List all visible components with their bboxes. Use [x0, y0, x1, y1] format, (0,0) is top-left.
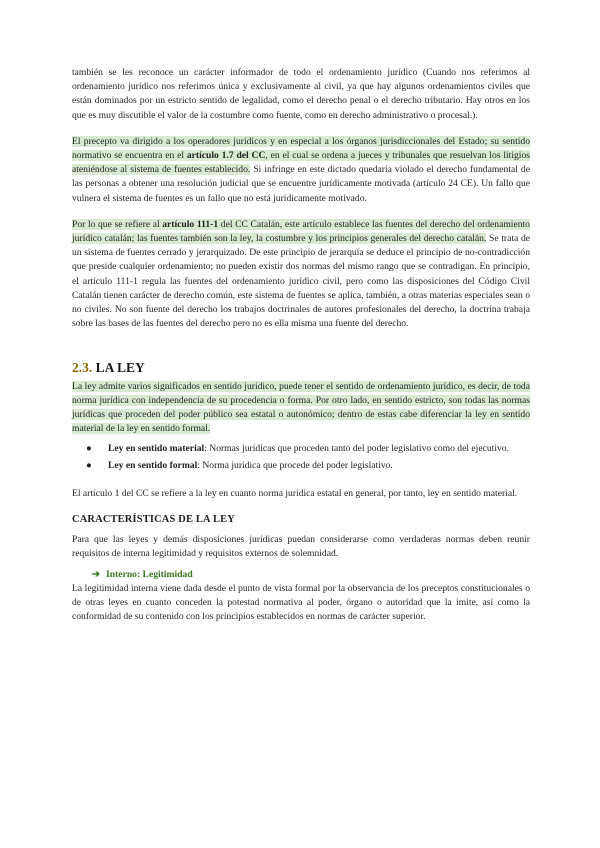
list-item: ● Ley en sentido formal: Norma jurídica que procede del poder legislativo.	[72, 459, 530, 473]
list-term: Ley en sentido formal	[108, 459, 198, 471]
article-reference: artículo 111-1	[162, 218, 219, 230]
section-title: LA LEY	[95, 360, 145, 376]
paragraph-costumbre: también se les reconoce un carácter informador de todo el ordenamiento jurídico (Cuando nos referimos al ordenamiento jurídico nos referimos única y exclusivamente al civil, ya que hay algunos ordenamientos civiles que están dominados por un estricto sentido de legalidad, como el derecho penal o el derecho tributario. Hay otros en los que es muy discutible el valor de la costumbre como fuente, como en derecho administrativo o procesal.).	[72, 67, 530, 121]
highlighted-text: La ley admite varios significados en sentido jurídico, puede tener el sentido de ordenamiento jurídico, es decir, de toda norma jurídica con independencia de su procedencia o forma. Por otro lado, en sentido estricto, son todas las normas jurídicas que proceden del poder público sea estatal o autonómico; dentro de estas cabe diferenciar la ley en sentido material de la ley en sentido formal.	[72, 380, 530, 435]
paragraph-requisitos: Para que las leyes y demás disposiciones jurídicas puedan considerarse como verdaderas normas deben reunir requisitos de interna legitimidad y requisitos externos de solemnidad.	[72, 534, 530, 560]
section-number: 2.3.	[72, 360, 93, 376]
list-term: Ley en sentido material	[108, 443, 205, 455]
list-item: ● Ley en sentido material: Normas jurídicas que proceden tanto del poder legislativo como del ejecutivo.	[72, 442, 530, 456]
section-heading	[72, 361, 530, 375]
bullet-icon: ●	[86, 443, 92, 455]
paragraph-cc-catalan: Por lo que se refiere al artículo 111-1 del CC Catalán, este artículo establece las fuentes del derecho del ordenamiento jurídico catalán; las fuentes también son la ley, la costumbre y los principios generales del derecho catalán. Se trata de un sistema de fuentes cerrado y jerarquizado. De este principio de jerarquía se deduce el principio de no-contradicción que preside cualquier ordenamiento; no pueden existir dos normas del mismo rango que se contradigan. En principio, el artículo 111-1 regula las fuentes del ordenamiento jurídico civil, pero como las disposiciones del Código Civil Catalán tienen carácter de derecho común, este sistema de fuentes se aplica, también, a otras materias especiales sean o no civiles. No son fuente del derecho los trabajos doctrinales de autores profesionales del derecho, la doctrina trabaja sobre las bases de las fuentes del derecho pero no es ella misma una fuente del derecho.	[72, 218, 530, 330]
sub-heading: CARACTERÍSTICAS DE LA LEY	[72, 514, 235, 526]
bullet-icon: ●	[86, 459, 92, 471]
highlighted-text: El precepto va dirigido a los operadores jurídicos y en especial a los órganos jurisdiccionales del Estado; su sentido normativo se encuentra en el artículo 1.7 del CC, en el cual se ordena a jueces y tribunales que resuelvan los litigios ateniéndose al sistema de fuentes establecido.	[72, 135, 530, 176]
definition-list	[72, 442, 530, 472]
paragraph-articulo-1: El artículo 1 del CC se refiere a la ley en cuanto norma jurídica estatal en general, por tanto, ley en sentido material.	[72, 487, 518, 499]
paragraph-la-ley	[72, 380, 530, 437]
paragraph-precepto: El precepto va dirigido a los operadores jurídicos y en especial a los órganos jurisdiccionales del Estado; su sentido normativo se encuentra en el artículo 1.7 del CC, en el cual se ordena a jueces y tribunales que resuelvan los litigios ateniéndose al sistema de fuentes establecido. Si infringe en este dictado quedaría violado el derecho fundamental de las personas a obtener una resolución judicial que se encuentre jurídicamente motivada (artículo 24 CE). Un fallo que vulnera el sistema de fuentes es un fallo que no está jurídicamente motivado.	[72, 135, 530, 204]
arrow-subheading	[72, 568, 530, 582]
arrow-right-icon: ➔	[92, 568, 101, 580]
paragraph-legitimidad: La legitimidad interna viene dada desde el punto de vista formal por la observancia de los preceptos constitucionales o de otras leyes en cuanto conceden la potestad normativa al poder, órgano o autoridad que la imite, así como la conformidad de su contenido con los principios establecidos en normas de carácter superior.	[72, 582, 530, 623]
highlighted-text: Por lo que se refiere al artículo 111-1 del CC Catalán, este artículo establece las fuentes del derecho del ordenamiento jurídico catalán; las fuentes también son la ley, la costumbre y los principios generales del derecho catalán.	[72, 218, 530, 245]
arrow-subheading-label: Interno: Legitimidad	[106, 568, 193, 580]
document-page	[72, 66, 530, 625]
article-reference: artículo 1.7 del CC	[186, 150, 266, 162]
